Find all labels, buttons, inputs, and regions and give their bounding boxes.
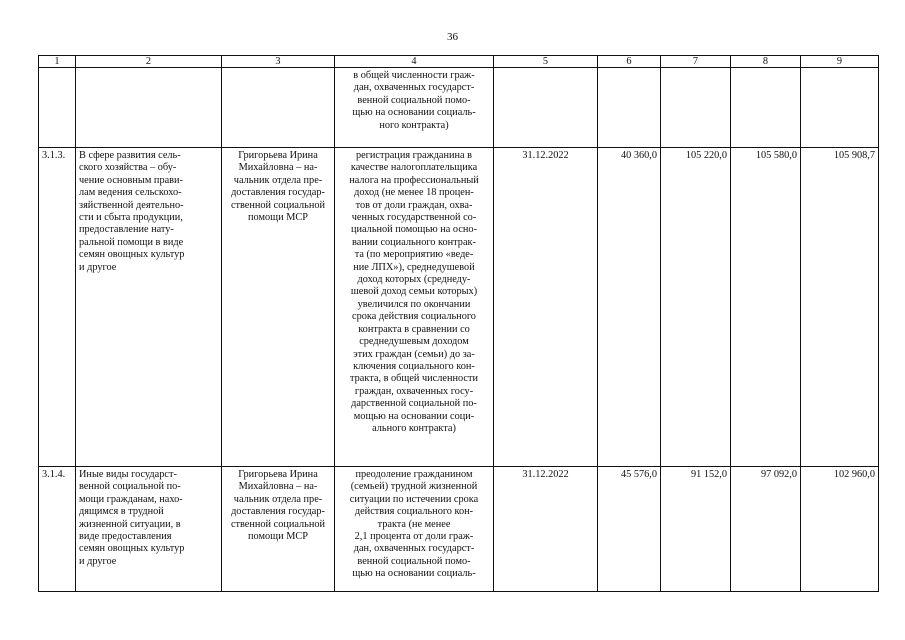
text-line: действия социального кон- <box>354 506 474 518</box>
text-line: доставления государ- <box>231 506 325 518</box>
item-number-cell: 3.1.4. <box>39 467 76 592</box>
text-line: дан, охваченных государст- <box>353 82 475 94</box>
value-cell: 105 908,7 <box>801 148 879 467</box>
text-line: ственной социальной <box>230 518 326 530</box>
indicator-cell <box>335 68 494 148</box>
value-cell: 45 576,0 <box>598 467 661 592</box>
text-line: Григорьева Ирина <box>238 150 318 161</box>
text-line: помощи МСР <box>248 212 308 224</box>
text-line: в общей численности граж- <box>353 70 475 81</box>
responsible-person-cell <box>222 68 335 148</box>
column-number: 2 <box>76 56 222 68</box>
text-line: циальной помощью на осно- <box>351 224 477 236</box>
text-line: ченных государственной со- <box>351 212 477 224</box>
text-line: преодоление гражданином <box>355 469 473 480</box>
responsible-person-cell <box>222 148 335 467</box>
text-line: чение основным прави- <box>79 174 183 186</box>
text-line: дящимся в трудной <box>79 506 164 518</box>
item-number-cell: 3.1.3. <box>39 148 76 467</box>
deadline-date-cell: 31.12.2022 <box>494 148 598 467</box>
value-cell <box>661 68 731 148</box>
text-line: этих граждан (семьи) до за- <box>353 348 475 360</box>
measure-description-cell <box>76 148 222 467</box>
text-line: ского хозяйства – обу- <box>79 162 177 174</box>
text-line: ние ЛПХ»), среднедушевой <box>353 261 475 273</box>
measure-description-cell <box>76 68 222 148</box>
text-line: дарственной социальной по- <box>351 398 477 410</box>
text-line: ключения социального кон- <box>353 360 475 372</box>
text-line: ральной помощи в виде <box>79 236 184 248</box>
text-line: помощи МСР <box>248 531 308 543</box>
page-number: 36 <box>447 31 458 43</box>
text-line: граждан, охваченных госу- <box>354 385 474 397</box>
text-line: жизненной ситуации, в <box>79 518 181 530</box>
text-line: 2,1 процента от доли граж- <box>354 531 474 543</box>
text-line: шевой доход семьи которых) <box>350 286 478 298</box>
value-cell: 105 220,0 <box>661 148 731 467</box>
text-line: мощью на основании соци- <box>353 410 475 422</box>
text-line: ственной социальной <box>230 199 326 211</box>
indicator-cell <box>335 467 494 592</box>
text-line: Михайловна – на- <box>238 162 318 174</box>
text-line: Михайловна – на- <box>238 481 318 493</box>
text-line: виде предоставления <box>79 531 172 543</box>
text-line: мощи гражданам, нахо- <box>79 493 183 505</box>
text-line: Григорьева Ирина <box>238 469 318 480</box>
table-row <box>39 68 879 148</box>
text-line: тракта (не менее <box>377 518 451 530</box>
table-row <box>39 467 879 592</box>
table-row <box>39 148 879 467</box>
document-table <box>38 55 879 592</box>
text-line: доставления государ- <box>231 187 325 199</box>
text-line: ного контракта) <box>379 119 449 131</box>
indicator-cell <box>335 148 494 467</box>
column-number: 9 <box>801 56 879 68</box>
text-line: и другое <box>79 261 117 273</box>
deadline-date-cell <box>494 68 598 148</box>
text-line: контракта в сравнении со <box>358 323 470 335</box>
text-line: среднедушевым доходом <box>359 336 469 348</box>
value-cell: 40 360,0 <box>598 148 661 467</box>
value-cell: 105 580,0 <box>731 148 801 467</box>
text-line: та (по мероприятию «веде- <box>354 249 474 261</box>
value-cell: 102 960,0 <box>801 467 879 592</box>
text-line: венной социальной помо- <box>357 94 471 106</box>
text-line: предоставление нату- <box>79 224 174 236</box>
value-cell <box>598 68 661 148</box>
column-number: 3 <box>222 56 335 68</box>
text-line: доход которых (среднеду- <box>357 274 471 286</box>
value-cell: 97 092,0 <box>731 467 801 592</box>
text-line: семян овощных культур <box>79 249 185 261</box>
responsible-person-cell <box>222 467 335 592</box>
text-line: щью на основании социаль- <box>352 107 476 119</box>
column-number: 7 <box>661 56 731 68</box>
text-line: зяйственной деятельно- <box>79 199 184 211</box>
text-line: и другое <box>79 555 117 567</box>
text-line: качестве налогоплательщика <box>350 162 478 174</box>
text-line: вании социального контрак- <box>352 236 476 248</box>
text-line: семян овощных культур <box>79 543 185 555</box>
column-number: 8 <box>731 56 801 68</box>
text-line: доход (не менее 18 процен- <box>354 187 474 199</box>
text-line: чальник отдела пре- <box>233 174 323 186</box>
column-number: 4 <box>335 56 494 68</box>
text-line: увеличился по окончании <box>357 298 471 310</box>
text-line: В сфере развития сель- <box>79 150 181 161</box>
text-line: щью на основании социаль- <box>352 568 476 580</box>
text-line: налога на профессиональный <box>349 174 479 186</box>
text-line: Иные виды государст- <box>79 469 177 480</box>
value-cell: 91 152,0 <box>661 467 731 592</box>
column-number: 1 <box>39 56 76 68</box>
measure-description-cell <box>76 467 222 592</box>
text-line: регистрация гражданина в <box>355 150 473 161</box>
text-line: ального контракта) <box>372 422 456 434</box>
text-line: венной социальной помо- <box>357 555 471 567</box>
text-line: лам ведения сельскохо- <box>79 187 182 199</box>
item-number-cell <box>39 68 76 148</box>
text-line: срока действия социального <box>352 311 476 323</box>
text-line: чальник отдела пре- <box>233 493 323 505</box>
text-line: тракта, в общей численности <box>350 373 478 385</box>
text-line: ситуации по истечении срока <box>349 493 479 505</box>
text-line: дан, охваченных государст- <box>353 543 475 555</box>
text-line: (семьей) трудной жизненной <box>350 481 478 493</box>
value-cell <box>801 68 879 148</box>
value-cell <box>731 68 801 148</box>
column-number: 5 <box>494 56 598 68</box>
text-line: венной социальной по- <box>79 481 181 493</box>
deadline-date-cell: 31.12.2022 <box>494 467 598 592</box>
column-number: 6 <box>598 56 661 68</box>
text-line: тов от доли граждан, охва- <box>355 199 473 211</box>
text-line: сти и сбыта продукции, <box>79 212 183 224</box>
column-number-row <box>39 56 879 68</box>
